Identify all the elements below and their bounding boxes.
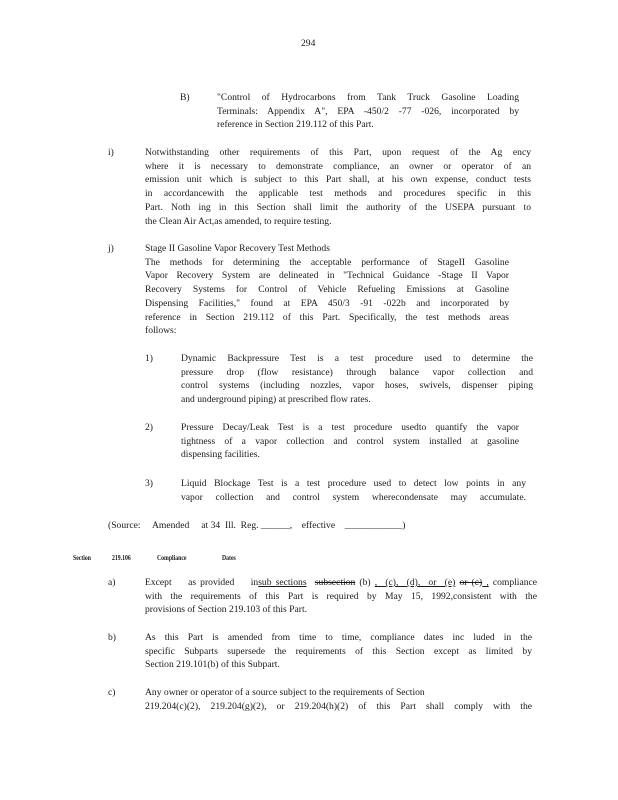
text-line: The methods for determining the acceptable performance of StageII Gasoline [145,256,509,268]
item-b-text [145,631,532,672]
source-text: (Source: Amended at 34 Ill. Reg. [108,520,259,531]
source-blank: ______ [260,520,290,531]
source-text: , effective [289,520,336,531]
text-line: the Clean Air Act,as amended, to require testing. [145,215,332,227]
page-number: 294 [301,38,316,49]
plain-text: compliance [488,577,538,588]
text-line: Stage II Gasoline Vapor Recovery Test Methods [145,243,330,254]
source-note [108,519,405,533]
plain-text: (b) [355,577,375,588]
item-B-label: B) [180,92,190,103]
text-line: Dynamic Backpressure Test is a test procedure used to determine the [181,353,533,364]
text-line: Pressure Decay/Leak Test is a test procedure usedto quantify the vapor [181,422,519,433]
text-line: emission unit which is subject to this Part shall, at his own expense, conduct tests [145,174,531,186]
text-line: Notwithstanding other requirements of this Part, upon request of the Ag ency [145,147,531,158]
item-j-text [145,242,509,338]
section-heading-word: Section [73,553,91,562]
item-b-label: b) [108,632,116,643]
sub-item-1-text [181,352,533,407]
item-c-label: c) [108,687,116,698]
text-line: reference in Section 219.112 of this Part. [217,119,374,131]
text-line: "Control of Hydrocarbons from Tank Truck Gasoline Loading [217,92,519,103]
text-line: where it is necessary to demonstrate compliance, an owner or operator of an [145,160,531,172]
section-heading-number: 219.106 [112,553,131,562]
text-line: reference in Section 219.112 of this Part. Specifically, the test methods areas [145,311,509,323]
item-j-label: j) [108,243,114,254]
sub-item-3-label: 3) [145,478,153,489]
source-text: ) [402,520,406,531]
text-line: specific Subparts supersede the requirements of this Section except as limited by [145,645,532,657]
item-i-label: i) [108,147,114,158]
text-line: and underground piping) at prescribed flow rates. [181,394,371,406]
inserted-text: , (c), (d), or (e) [374,577,456,588]
section-heading-title: Compliance [157,553,187,562]
item-c-text [145,686,532,713]
item-a-text [145,576,537,617]
text-line: dispensing facilities. [181,449,260,461]
deleted-text: or (c) [459,577,483,588]
text-line: control systems (including nozzles, vapor hoses, swivels, dispenser piping [181,380,533,392]
text-line: Any owner or operator of a source subject to the requirements of Section [145,687,425,698]
text-line: pressure drop (flow resistance) through balance vapor collection and [181,366,533,378]
text-line: follows: [145,325,177,337]
text-line: with the requirements of this Part is required by May 15, 1992,consistent with the [145,590,537,602]
sub-item-2-text [181,421,519,462]
source-blank: ____________ [344,520,403,531]
sub-item-2-label: 2) [145,422,153,433]
sub-item-1-label: 1) [145,353,153,364]
deleted-text: subsection [314,577,356,588]
section-heading-title: Dates [222,553,236,562]
text-line: provisions of Section 219.103 of this Part. [145,604,308,616]
text-line: 219.204(c)(2), 219.204(g)(2), or 219.204(h)(2) of this Part shall comply with the [145,700,532,712]
item-a-label: a) [108,577,116,588]
inserted-text: , [482,577,489,588]
plain-text: Except as provided in [145,577,259,588]
text-line: Recovery Systems for Control of Vehicle Refueling Emissions at Gasoline [145,284,509,296]
text-line: tightness of a vapor collection and control system installed at gasoline [181,435,519,447]
inserted-text: sub sections [258,577,307,588]
text-line: Part. Noth ing in this Section shall limit the authority of the USEPA pursuant to [145,201,531,213]
text-line: Terminals: Appendix A", EPA -450/2 -77 -026, incorporated by [217,105,519,117]
item-i-text [145,146,531,228]
text-line: As this Part is amended from time to time, compliance dates inc luded in the [145,632,532,643]
sub-item-3-text [181,477,526,504]
text-line: vapor collection and control system wherecondensate may accumulate. [181,491,526,503]
text-line: Vapor Recovery System are delineated in "Technical Guidance -Stage II Vapor [145,270,509,282]
item-B-text [217,91,519,132]
text-line: Section 219.101(b) of this Subpart. [145,659,280,671]
text-line [145,576,537,590]
text-line: Liquid Blockage Test is a test procedure used to detect low points in any [181,478,526,489]
text-line: in accordancewith the applicable test methods and procedures specific in this [145,188,531,200]
text-line: Dispensing Facilities," found at EPA 450/3 -91 -022b and incorporated by [145,297,509,309]
